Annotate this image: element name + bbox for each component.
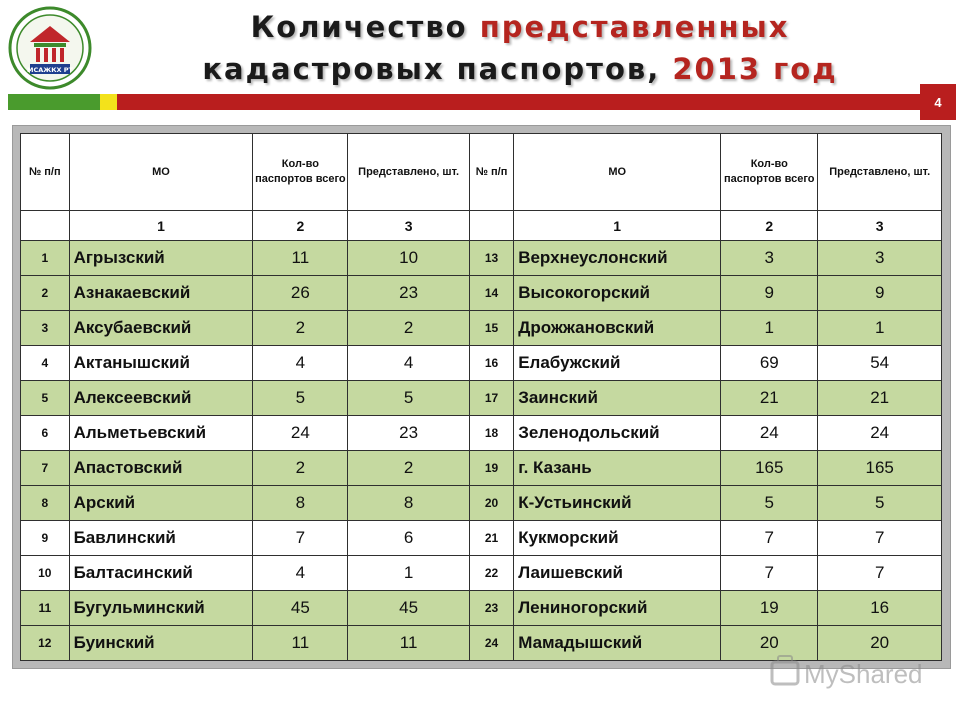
municipality-left: Альметьевский <box>69 416 253 451</box>
row-number-left: 1 <box>21 241 70 276</box>
watermark-text: MyShared <box>804 659 923 689</box>
column-number-cell: 1 <box>69 211 253 241</box>
row-number-left: 2 <box>21 276 70 311</box>
myshared-watermark <box>770 652 940 694</box>
municipality-right: Заинский <box>514 381 721 416</box>
municipality-right: Лениногорский <box>514 591 721 626</box>
row-number-right: 19 <box>469 451 513 486</box>
table-row <box>21 346 942 381</box>
total-left: 2 <box>253 451 348 486</box>
header-cell: Представлено, шт. <box>348 134 469 211</box>
row-number-left: 6 <box>21 416 70 451</box>
total-right: 7 <box>721 556 818 591</box>
stripe-green <box>8 94 100 110</box>
column-number-cell: 3 <box>818 211 942 241</box>
passports-table <box>20 133 942 661</box>
row-number-right: 21 <box>469 521 513 556</box>
table-row <box>21 311 942 346</box>
submitted-right: 54 <box>818 346 942 381</box>
municipality-left: Актанышский <box>69 346 253 381</box>
submitted-right: 5 <box>818 486 942 521</box>
municipality-left: Апастовский <box>69 451 253 486</box>
municipality-right: Зеленодольский <box>514 416 721 451</box>
row-number-left: 5 <box>21 381 70 416</box>
municipality-right: Дрожжановский <box>514 311 721 346</box>
row-number-right: 22 <box>469 556 513 591</box>
submitted-left: 2 <box>348 451 469 486</box>
submitted-left: 11 <box>348 626 469 661</box>
total-left: 4 <box>253 346 348 381</box>
municipality-left: Бавлинский <box>69 521 253 556</box>
ministry-logo <box>8 6 92 90</box>
submitted-left: 23 <box>348 276 469 311</box>
table-row <box>21 521 942 556</box>
total-right: 69 <box>721 346 818 381</box>
stripe-yellow <box>100 94 117 110</box>
column-number-cell: 2 <box>721 211 818 241</box>
total-left: 8 <box>253 486 348 521</box>
municipality-right: Верхнеуслонский <box>514 241 721 276</box>
row-number-left: 11 <box>21 591 70 626</box>
slide-number: 4 <box>920 84 956 120</box>
stripe-red <box>117 94 920 110</box>
header-row <box>21 134 942 211</box>
submitted-right: 24 <box>818 416 942 451</box>
submitted-left: 2 <box>348 311 469 346</box>
total-right: 9 <box>721 276 818 311</box>
submitted-right: 7 <box>818 556 942 591</box>
total-right: 21 <box>721 381 818 416</box>
total-right: 3 <box>721 241 818 276</box>
total-right: 165 <box>721 451 818 486</box>
total-left: 7 <box>253 521 348 556</box>
submitted-left: 6 <box>348 521 469 556</box>
row-number-right: 13 <box>469 241 513 276</box>
total-left: 26 <box>253 276 348 311</box>
row-number-right: 17 <box>469 381 513 416</box>
row-number-left: 4 <box>21 346 70 381</box>
municipality-right: Мамадышский <box>514 626 721 661</box>
row-number-right: 20 <box>469 486 513 521</box>
row-number-left: 12 <box>21 626 70 661</box>
title-line-2-plain: кадастровых паспортов, <box>202 52 673 86</box>
header-cell: МО <box>514 134 721 211</box>
submitted-left: 10 <box>348 241 469 276</box>
header-cell: № п/п <box>21 134 70 211</box>
submitted-right: 20 <box>818 626 942 661</box>
table-row <box>21 381 942 416</box>
header-cell: № п/п <box>469 134 513 211</box>
row-number-right: 23 <box>469 591 513 626</box>
municipality-right: Лаишевский <box>514 556 721 591</box>
table-row <box>21 276 942 311</box>
submitted-right: 1 <box>818 311 942 346</box>
municipality-left: Бугульминский <box>69 591 253 626</box>
column-number-cell <box>469 211 513 241</box>
row-number-left: 7 <box>21 451 70 486</box>
title-line-2-highlight: 2013 год <box>672 52 838 86</box>
municipality-left: Балтасинский <box>69 556 253 591</box>
table-row <box>21 416 942 451</box>
row-number-left: 10 <box>21 556 70 591</box>
total-right: 24 <box>721 416 818 451</box>
total-left: 45 <box>253 591 348 626</box>
municipality-right: Елабужский <box>514 346 721 381</box>
header-cell: Кол-во паспортов всего <box>253 134 348 211</box>
municipality-left: Буинский <box>69 626 253 661</box>
submitted-right: 9 <box>818 276 942 311</box>
title-line-1-plain: Количество <box>250 10 480 44</box>
municipality-right: г. Казань <box>514 451 721 486</box>
municipality-left: Аксубаевский <box>69 311 253 346</box>
total-left: 24 <box>253 416 348 451</box>
column-number-cell: 3 <box>348 211 469 241</box>
submitted-left: 23 <box>348 416 469 451</box>
row-number-left: 9 <box>21 521 70 556</box>
municipality-left: Арский <box>69 486 253 521</box>
row-number-left: 8 <box>21 486 70 521</box>
total-right: 5 <box>721 486 818 521</box>
submitted-left: 5 <box>348 381 469 416</box>
total-right: 19 <box>721 591 818 626</box>
municipality-right: Кукморский <box>514 521 721 556</box>
total-left: 11 <box>253 241 348 276</box>
total-left: 4 <box>253 556 348 591</box>
table-row <box>21 591 942 626</box>
submitted-right: 21 <box>818 381 942 416</box>
submitted-left: 1 <box>348 556 469 591</box>
total-left: 11 <box>253 626 348 661</box>
table-row <box>21 556 942 591</box>
total-right: 20 <box>721 626 818 661</box>
table-row <box>21 486 942 521</box>
row-number-right: 24 <box>469 626 513 661</box>
total-left: 2 <box>253 311 348 346</box>
municipality-right: Высокогорский <box>514 276 721 311</box>
row-number-right: 14 <box>469 276 513 311</box>
table-row <box>21 451 942 486</box>
submitted-right: 165 <box>818 451 942 486</box>
table-body <box>21 241 942 661</box>
row-number-right: 16 <box>469 346 513 381</box>
submitted-left: 4 <box>348 346 469 381</box>
column-number-row <box>21 211 942 241</box>
submitted-right: 16 <box>818 591 942 626</box>
row-number-right: 15 <box>469 311 513 346</box>
header-cell: МО <box>69 134 253 211</box>
total-right: 1 <box>721 311 818 346</box>
logo-text: МСАЖКХ РТ <box>26 66 74 74</box>
table-row <box>21 241 942 276</box>
column-number-cell <box>21 211 70 241</box>
title-line-1 <box>100 6 940 48</box>
title-line-1-highlight: представленных <box>479 10 790 44</box>
submitted-left: 45 <box>348 591 469 626</box>
page-title <box>100 6 940 90</box>
row-number-left: 3 <box>21 311 70 346</box>
column-number-cell: 1 <box>514 211 721 241</box>
header-cell: Кол-во паспортов всего <box>721 134 818 211</box>
total-left: 5 <box>253 381 348 416</box>
submitted-right: 7 <box>818 521 942 556</box>
municipality-left: Алексеевский <box>69 381 253 416</box>
column-number-cell: 2 <box>253 211 348 241</box>
header-cell: Представлено, шт. <box>818 134 942 211</box>
row-number-right: 18 <box>469 416 513 451</box>
municipality-right: К-Устьинский <box>514 486 721 521</box>
submitted-left: 8 <box>348 486 469 521</box>
municipality-left: Агрызский <box>69 241 253 276</box>
total-right: 7 <box>721 521 818 556</box>
title-line-2 <box>100 48 940 90</box>
submitted-right: 3 <box>818 241 942 276</box>
municipality-left: Азнакаевский <box>69 276 253 311</box>
